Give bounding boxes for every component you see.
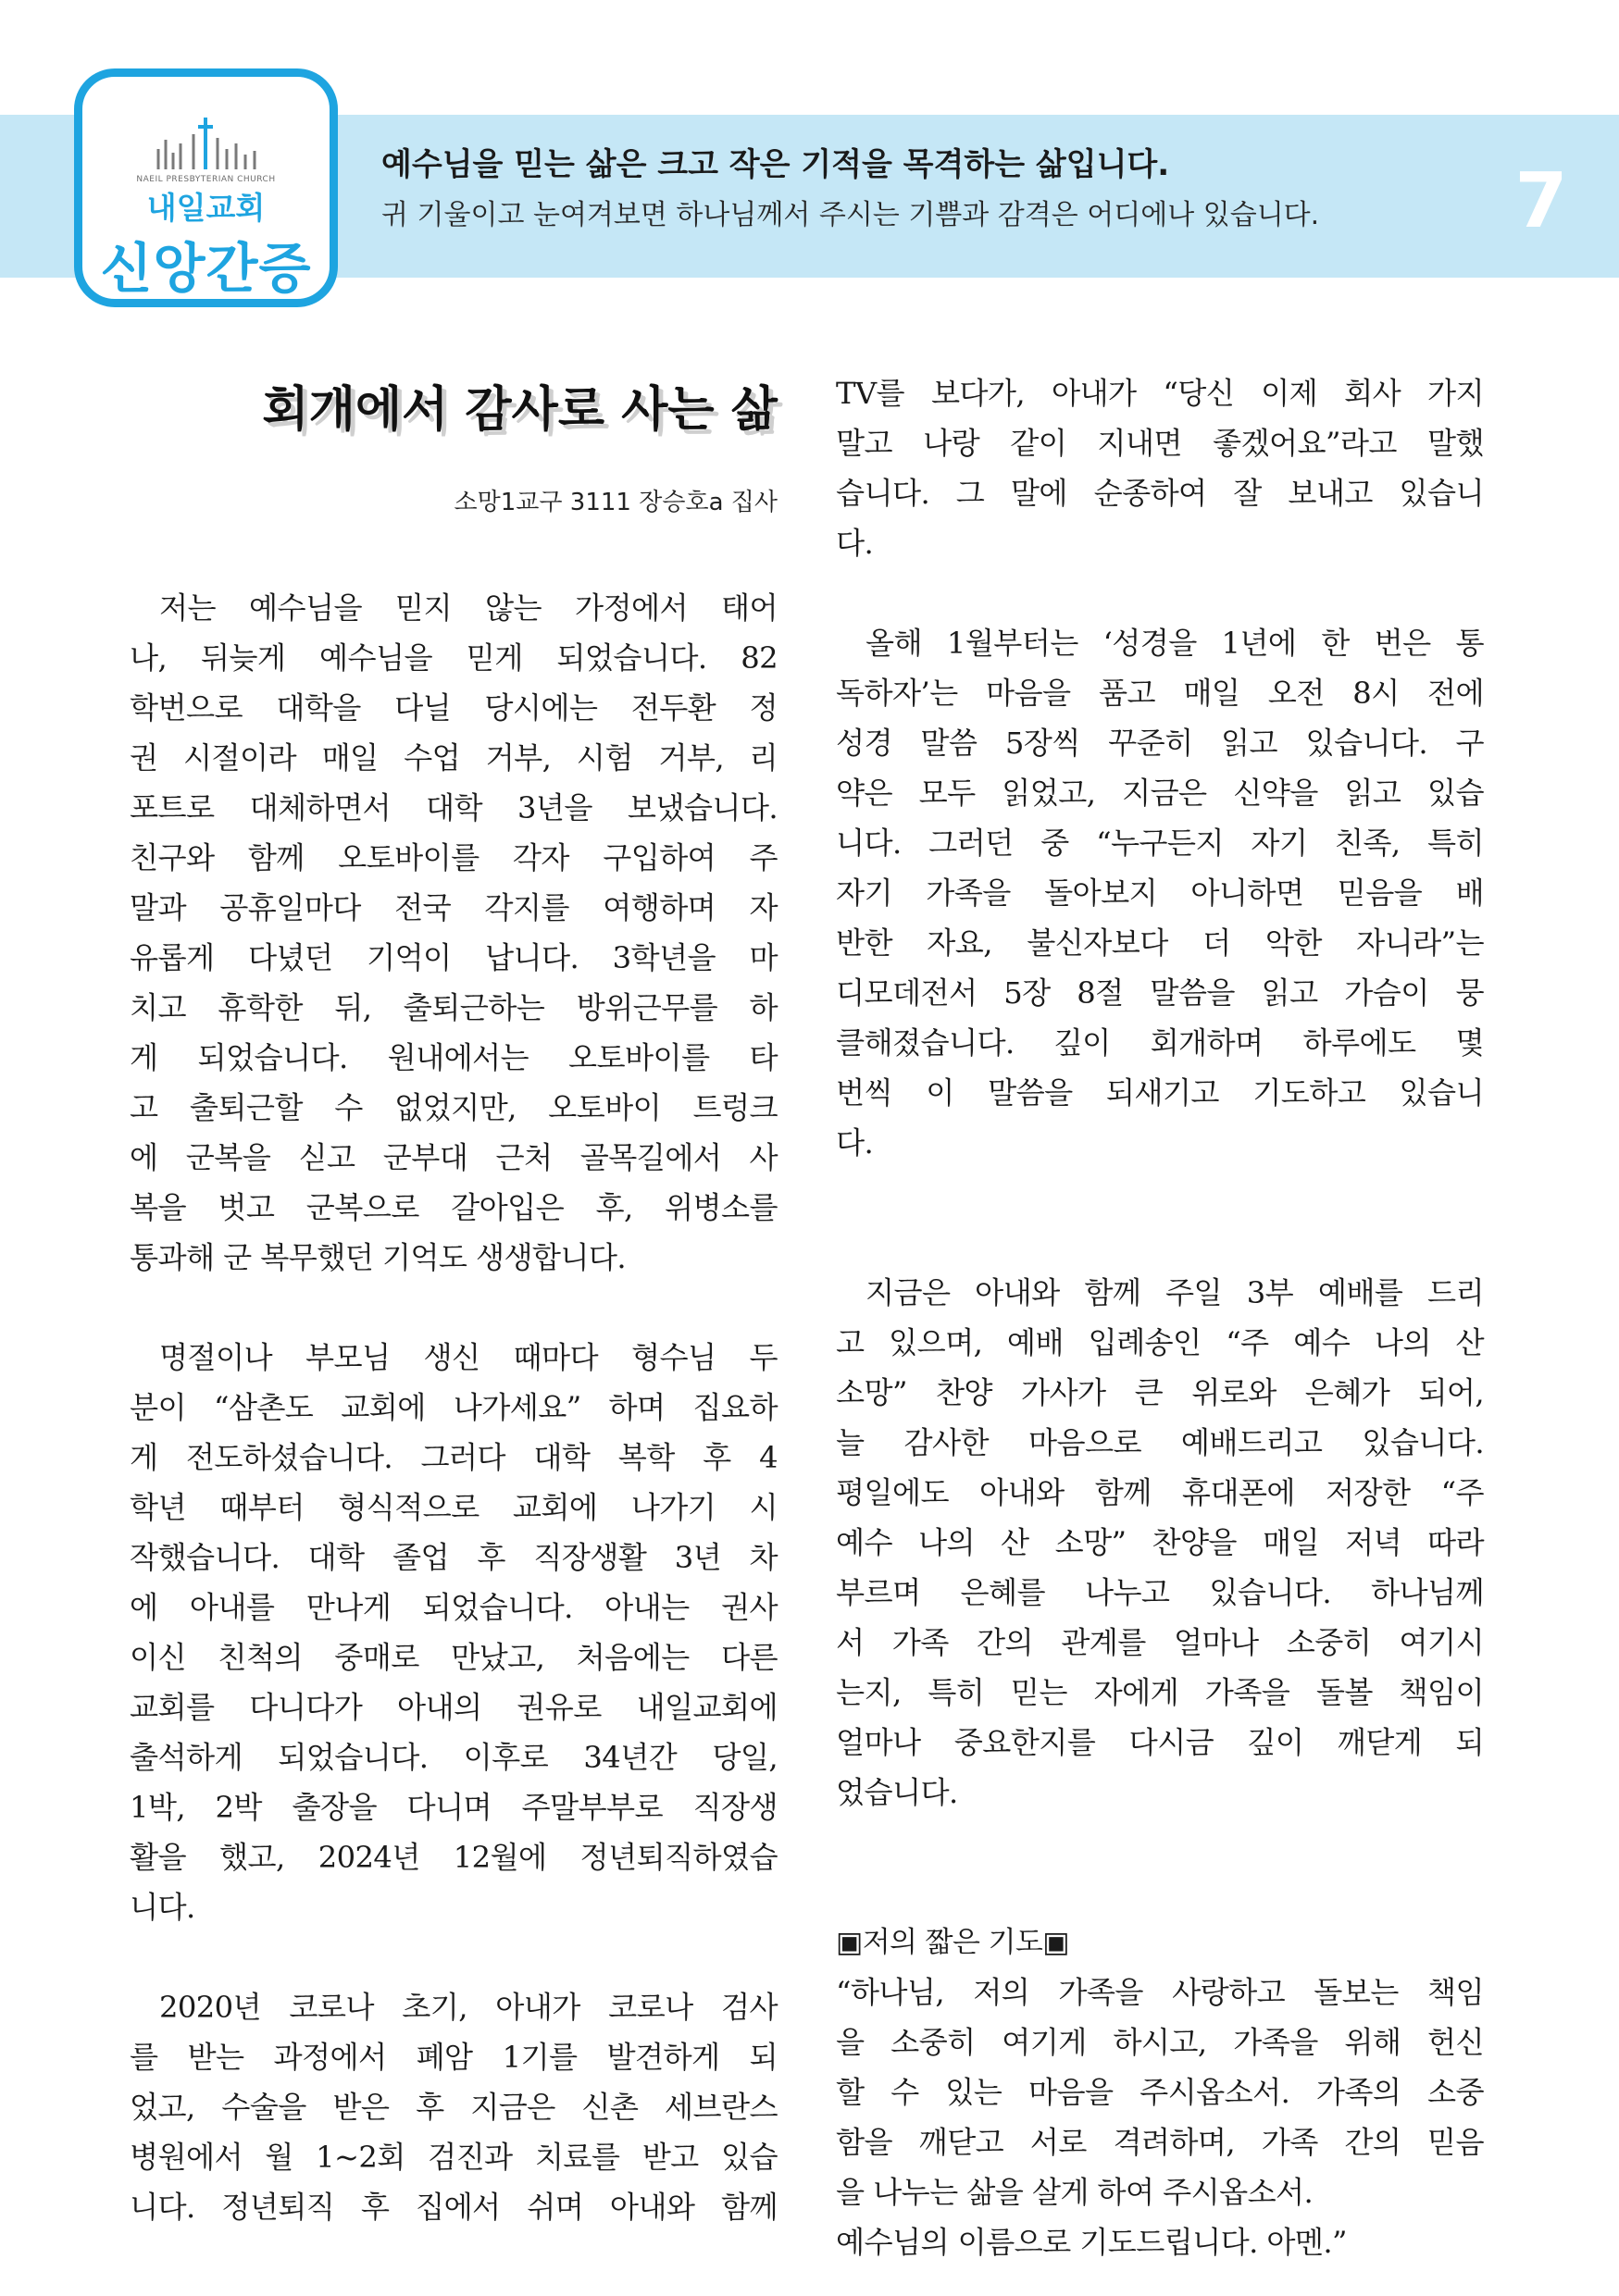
section-title: 신앙간증 [100,237,312,300]
text-line: 게 전도하셨습니다. 그러다 대학 복학 후 4 [130,1440,778,1475]
text-line: 클해졌습니다. 깊이 회개하며 하루에도 몇 [836,1025,1484,1061]
text-line: 게 되었습니다. 원내에서는 오토바이를 타 [130,1040,778,1075]
text-line: 권 시절이라 매일 수업 거부, 시험 거부, 리 [130,740,778,776]
text-line: 통과해 군 복무했던 기억도 생생합니다. [130,1240,627,1275]
text-line: 반한 자요, 불신자보다 더 악한 자니라”는 [836,925,1484,961]
text-line: 2020년 코로나 초기, 아내가 코로나 검사 [159,1990,778,2025]
text-line: 다. [836,1125,874,1160]
banner-subline: 귀 기울이고 눈여겨보면 하나님께서 주시는 기쁨과 감격은 어디에나 있습니다. [381,199,1320,231]
text-line: 출석하게 되었습니다. 이후로 34년간 당일, [130,1740,778,1775]
prayer-line: 함을 깨닫고 서로 격려하며, 가족 간의 믿음 [836,2125,1484,2160]
text-line: 었습니다. [836,1775,958,1810]
text-line: 분이 “삼촌도 교회에 나가세요” 하며 집요하 [130,1390,778,1425]
text-line: 에 아내를 만나게 되었습니다. 아내는 권사 [130,1590,778,1625]
prayer-line: 할 수 있는 마음을 주시옵소서. 가족의 소중 [836,2075,1484,2110]
banner-headline: 예수님을 믿는 삶은 크고 작은 기적을 목격하는 삶입니다. [381,146,1170,183]
prayer-line: 예수님의 이름으로 기도드립니다. 아멘.” [836,2225,1347,2260]
text-line: 자기 가족을 돌아보지 아니하면 믿음을 배 [836,875,1484,911]
prayer-heading: ▣저의 짧은 기도▣ [836,1926,1069,1959]
prayer-line: 을 소중히 여기게 하시고, 가족을 위해 헌신 [836,2025,1484,2060]
text-line: 활을 했고, 2024년 12월에 정년퇴직하였습 [130,1840,778,1875]
text-line: 늘 감사한 마음으로 예배드리고 있습니다. [836,1425,1484,1460]
church-badge-logo [74,68,338,307]
text-line: 습니다. 그 말에 순종하여 잘 보내고 있습니 [836,476,1484,511]
article-right-column [836,368,1484,2267]
prayer-line: 을 나누는 삶을 살게 하여 주시옵소서. [836,2175,1314,2210]
text-line: 병원에서 월 1~2회 검진과 치료를 받고 있습 [130,2140,778,2175]
text-line: 부르며 은혜를 나누고 있습니다. 하나님께 [836,1575,1484,1610]
text-line: 1박, 2박 출장을 다니며 주말부부로 직장생 [130,1790,778,1825]
text-line: 포트로 대체하면서 대학 3년을 보냈습니다. [130,790,778,825]
text-line: 고 있으며, 예배 입례송인 “주 예수 나의 산 [836,1325,1484,1360]
text-line: TV를 보다가, 아내가 “당신 이제 회사 가지 [836,376,1484,411]
text-line: 는지, 특히 믿는 자에게 가족을 돌볼 책임이 [836,1675,1484,1710]
church-name: 내일교회 [146,190,266,226]
church-skyline-icon [153,116,262,173]
text-line: 말고 나랑 같이 지내면 좋겠어요”라고 말했 [836,426,1484,461]
prayer-line: “하나님, 저의 가족을 사랑하고 돌보는 책임 [836,1975,1484,2010]
text-line: 다. [836,526,874,561]
church-english-name: NAEIL PRESBYTERIAN CHURCH [136,175,276,184]
text-line: 올해 1월부터는 ‘성경을 1년에 한 번은 통 [866,626,1484,661]
text-line: 었고, 수술을 받은 후 지금은 신촌 세브란스 [130,2090,778,2125]
text-line: 소망” 찬양 가사가 큰 위로와 은혜가 되어, [836,1375,1484,1410]
text-line: 니다. 그러던 중 “누구든지 자기 친족, 특히 [836,825,1484,861]
text-line: 독하자’는 마음을 품고 매일 오전 8시 전에 [836,676,1484,711]
text-line: 디모데전서 5장 8절 말씀을 읽고 가슴이 뭉 [836,975,1484,1011]
text-line: 평일에도 아내와 함께 휴대폰에 저장한 “주 [836,1475,1484,1510]
text-line: 학년 때부터 형식적으로 교회에 나가기 시 [130,1490,778,1525]
text-line: 치고 휴학한 뒤, 출퇴근하는 방위근무를 하 [130,990,778,1025]
text-line: 복을 벗고 군복으로 갈아입은 후, 위병소를 [130,1190,778,1225]
text-line: 말과 공휴일마다 전국 각지를 여행하며 자 [130,890,778,925]
text-line: 번씩 이 말씀을 되새기고 기도하고 있습니 [836,1075,1484,1111]
text-line: 약은 모두 읽었고, 지금은 신약을 읽고 있습 [836,776,1484,811]
text-line: 교회를 다니다가 아내의 권유로 내일교회에 [130,1690,778,1725]
text-line: 고 출퇴근할 수 없었지만, 오토바이 트렁크 [130,1090,778,1125]
text-line: 니다. [130,1890,195,1925]
page-number: 7 [1514,157,1568,245]
text-line: 학번으로 대학을 다닐 당시에는 전두환 정 [130,690,778,726]
text-line: 예수 나의 산 소망” 찬양을 매일 저녁 따라 [836,1525,1484,1560]
article-title: 회개에서 감사로 사는 삶 [262,382,778,438]
text-line: 얼마나 중요한지를 다시금 깊이 깨닫게 되 [836,1725,1484,1760]
text-line: 서 가족 간의 관계를 얼마나 소중히 여기시 [836,1625,1484,1660]
text-line: 유롭게 다녔던 기억이 납니다. 3학년을 마 [130,940,778,975]
text-line: 이신 친척의 중매로 만났고, 처음에는 다른 [130,1640,778,1675]
text-line: 친구와 함께 오토바이를 각자 구입하여 주 [130,840,778,875]
text-line: 저는 예수님을 믿지 않는 가정에서 태어 [159,590,778,626]
article-author: 소망1교구 3111 장승호a 집사 [454,489,778,516]
text-line: 성경 말씀 5장씩 꾸준히 읽고 있습니다. 구 [836,726,1484,761]
text-line: 작했습니다. 대학 졸업 후 직장생활 3년 차 [130,1540,778,1575]
text-line: 명절이나 부모님 생신 때마다 형수님 두 [159,1340,778,1375]
text-line: 나, 뒤늦게 예수님을 믿게 되었습니다. 82 [130,640,778,676]
text-line: 지금은 아내와 함께 주일 3부 예배를 드리 [866,1275,1484,1310]
article-left-column [130,583,778,2232]
text-line: 를 받는 과정에서 폐암 1기를 발견하게 되 [130,2040,778,2075]
text-line: 니다. 정년퇴직 후 집에서 쉬며 아내와 함께 [130,2190,778,2225]
text-line: 에 군복을 싣고 군부대 근처 골목길에서 사 [130,1140,778,1175]
